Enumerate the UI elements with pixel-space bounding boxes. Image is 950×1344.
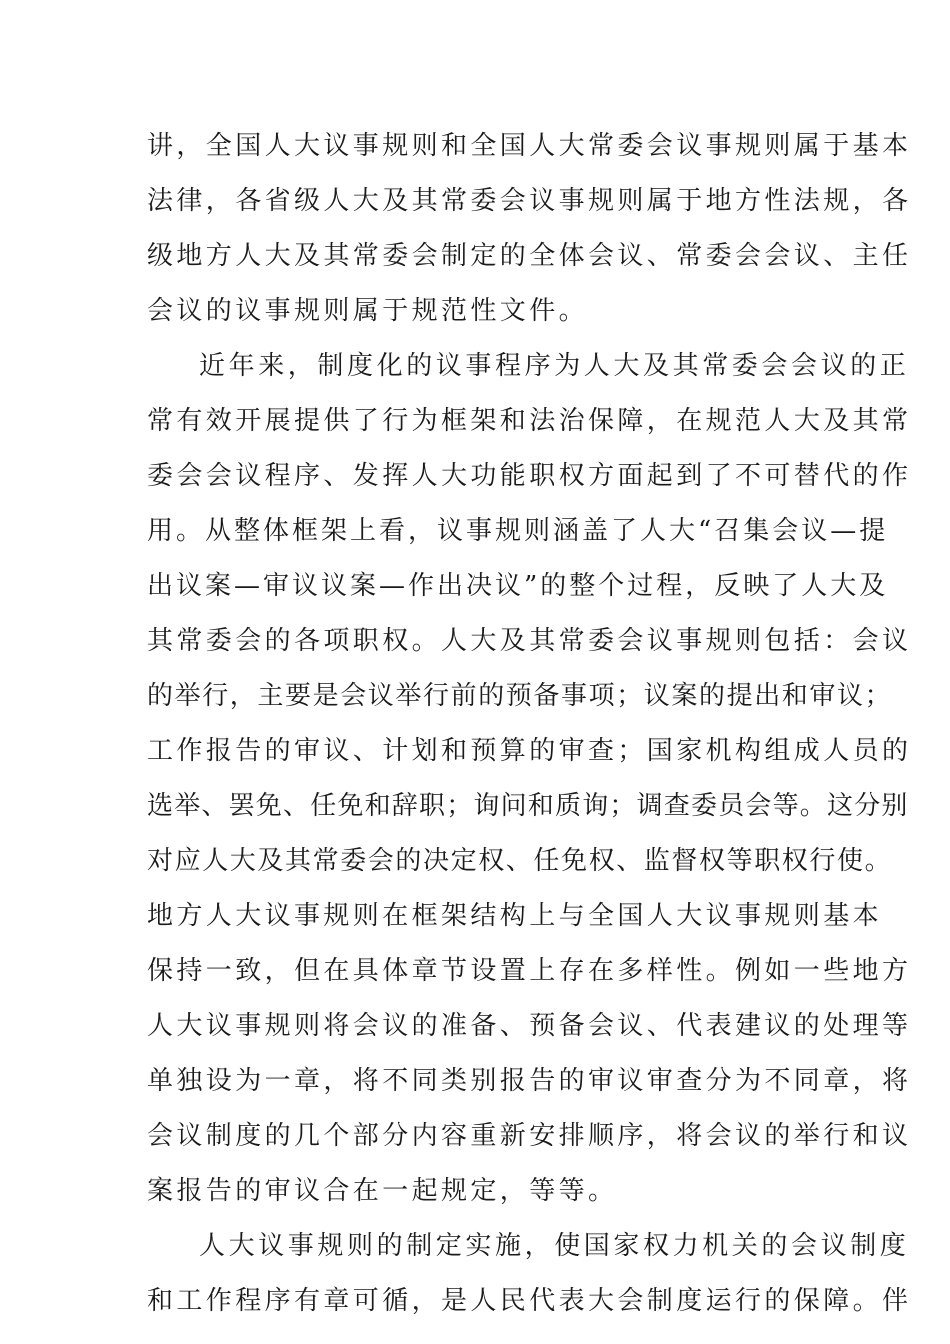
text-line — [0, 843, 950, 879]
text-line-content: 工作报告的审议、计划和预算的审查；国家机构组成人员的 — [147, 736, 912, 766]
text-line-content: 地方人大议事规则在框架结构上与全国人大议事规则基本 — [147, 901, 883, 931]
text-line — [0, 678, 950, 714]
text-line — [0, 1118, 950, 1154]
text-line — [0, 1063, 950, 1099]
text-line-content: 单独设为一章，将不同类别报告的审议审查分为不同章，将 — [147, 1066, 912, 1096]
text-line-content: 近年来，制度化的议事程序为人大及其常委会会议的正 — [199, 351, 910, 381]
text-line-content: 其常委会的各项职权。人大及其常委会议事规则包括：会议 — [147, 626, 912, 656]
text-line — [0, 1228, 950, 1264]
text-line — [0, 403, 950, 439]
text-line-content: 和工作程序有章可循，是人民代表大会制度运行的保障。伴 — [147, 1286, 912, 1316]
text-line-content: 级地方人大及其常委会制定的全体会议、常委会会议、主任 — [147, 241, 912, 271]
text-line — [0, 1008, 950, 1044]
text-line — [0, 733, 950, 769]
text-line — [0, 513, 950, 549]
text-line — [0, 183, 950, 219]
text-line-content: 保持一致，但在具体章节设置上存在多样性。例如一些地方 — [147, 956, 912, 986]
text-line — [0, 788, 950, 824]
text-line-content: 案报告的审议合在一起规定，等等。 — [147, 1176, 618, 1206]
text-line — [0, 898, 950, 934]
text-line — [0, 1283, 950, 1319]
text-line-content: 会议的议事规则属于规范性文件。 — [147, 296, 589, 326]
text-line-content: 常有效开展提供了行为框架和法治保障，在规范人大及其常 — [147, 406, 912, 436]
text-line-content: 人大议事规则将会议的准备、预备会议、代表建议的处理等 — [147, 1011, 912, 1041]
text-line-content: 出议案—审议议案—作出决议”的整个过程，反映了人大及 — [147, 571, 889, 601]
text-line-content: 用。从整体框架上看，议事规则涵盖了人大“召集会议—提 — [147, 516, 889, 546]
text-line-content: 法律，各省级人大及其常委会议事规则属于地方性法规，各 — [147, 186, 912, 216]
text-line-content: 人大议事规则的制定实施，使国家权力机关的会议制度 — [199, 1231, 910, 1261]
text-line — [0, 1173, 950, 1209]
text-line — [0, 458, 950, 494]
text-line-content: 对应人大及其常委会的决定权、任免权、监督权等职权行使。 — [147, 846, 893, 876]
text-line-content: 讲，全国人大议事规则和全国人大常委会议事规则属于基本 — [147, 131, 912, 161]
text-line — [0, 623, 950, 659]
text-line — [0, 238, 950, 274]
text-line — [0, 128, 950, 164]
text-line-content: 选举、罢免、任免和辞职；询问和质询；调查委员会等。这分别 — [147, 791, 909, 821]
text-line-content: 委会会议程序、发挥人大功能职权方面起到了不可替代的作 — [147, 461, 912, 491]
text-line — [0, 348, 950, 384]
text-line — [0, 293, 950, 329]
text-line — [0, 953, 950, 989]
text-line-content: 会议制度的几个部分内容重新安排顺序，将会议的举行和议 — [147, 1121, 912, 1151]
text-line-content: 的举行，主要是会议举行前的预备事项；议案的提出和审议； — [147, 681, 893, 711]
text-line — [0, 568, 950, 604]
